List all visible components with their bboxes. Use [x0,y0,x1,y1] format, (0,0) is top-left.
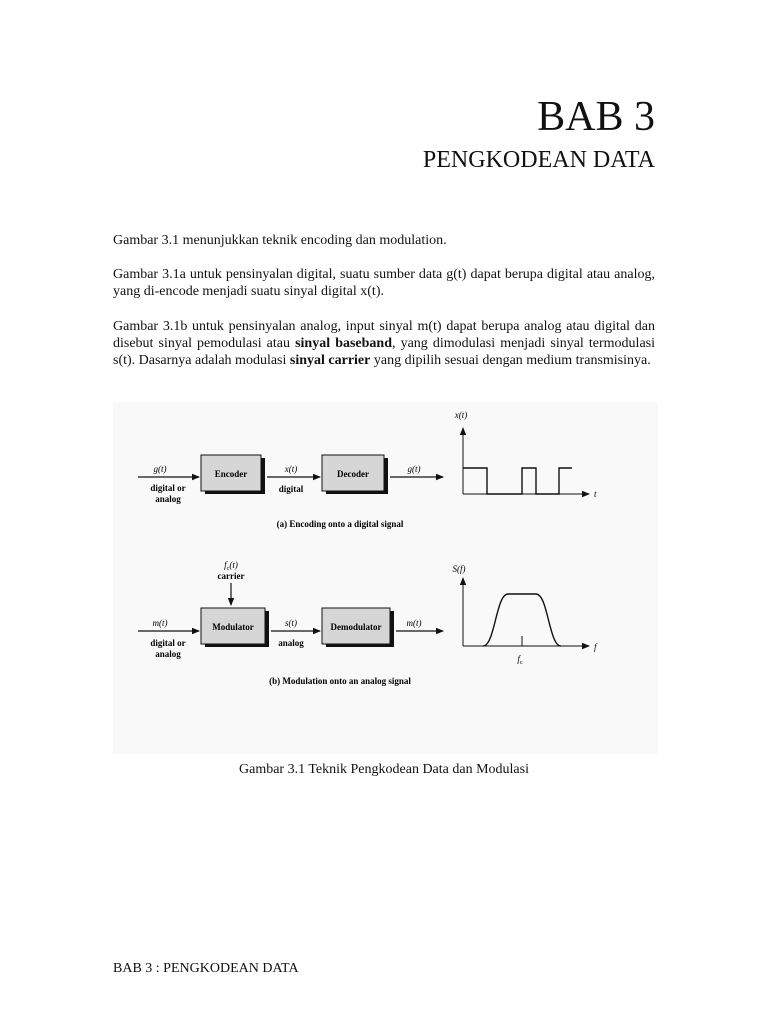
signal-label-g-output: g(t) [407,464,421,474]
sub-caption-a: (a) Encoding onto a digital signal [276,519,404,529]
input-note-line1: digital or [150,483,186,493]
demodulator-label: Demodulator [330,622,382,632]
mid-note-digital: digital [278,484,304,494]
chapter-title: PENGKODEAN DATA [422,147,655,173]
paragraph-analog-signaling [113,318,655,369]
input-note-line2: analog [155,649,181,659]
chapter-number: BAB 3 [537,94,655,140]
figure-caption: Gambar 3.1 Teknik Pengkodean Data dan Modulasi [239,762,529,777]
page-footer: BAB 3 : PENGKODEAN DATA [113,961,299,976]
carrier-sub: c [226,566,230,572]
signal-label-g-input: g(t) [153,464,167,474]
input-note-line1: digital or [150,638,186,648]
sub-caption-b: (b) Modulation onto an analog signal [269,676,411,686]
paragraph-text: Gambar 3.1b untuk pensinyalan analog, input sinyal m(t) dapat berupa analog atau digital dan disebut sinyal pemodulasi atau [113,319,655,351]
figure-diagram [113,402,658,754]
fc-label [517,654,523,666]
fc-sub: c [519,660,523,666]
paragraph-text: yang dipilih sesuai dengan medium transmisinya. [370,353,651,368]
plot-label-f: f [594,642,597,652]
paragraph-digital-signaling: Gambar 3.1a untuk pensinyalan digital, suatu sumber data g(t) dapat berupa digital atau analog, yang di-encode menjadi suatu sinyal digital x(t). [113,267,655,299]
signal-label-x: x(t) [284,464,298,474]
paragraph-text: , yang dimodulasi menjadi sinyal termodulasi s(t). Dasarnya adalah modulasi [113,336,655,368]
plot-label-S: S(f) [452,564,466,574]
signal-label-m-input: m(t) [152,618,168,628]
bold-term-baseband: sinyal baseband [295,336,392,351]
modulator-label: Modulator [212,622,254,632]
plot-label-x: x(t) [454,410,468,420]
digital-waveform [463,468,572,494]
figure-encoding-modulation [113,402,658,754]
decoder-label: Decoder [337,469,369,479]
input-note-line2: analog [155,494,181,504]
bold-term-carrier: sinyal carrier [289,353,371,368]
plot-label-t: t [594,489,597,499]
mid-note-analog: analog [278,638,304,648]
carrier-f: f [224,560,227,570]
signal-label-s: s(t) [285,618,297,628]
fc-f: f [517,654,520,664]
carrier-note: carrier [217,571,245,581]
encoder-label: Encoder [214,469,248,479]
signal-label-m-output: m(t) [406,618,422,628]
paragraph-intro: Gambar 3.1 menunjukkan teknik encoding dan modulation. [113,233,447,248]
carrier-arg: (t) [229,560,238,570]
